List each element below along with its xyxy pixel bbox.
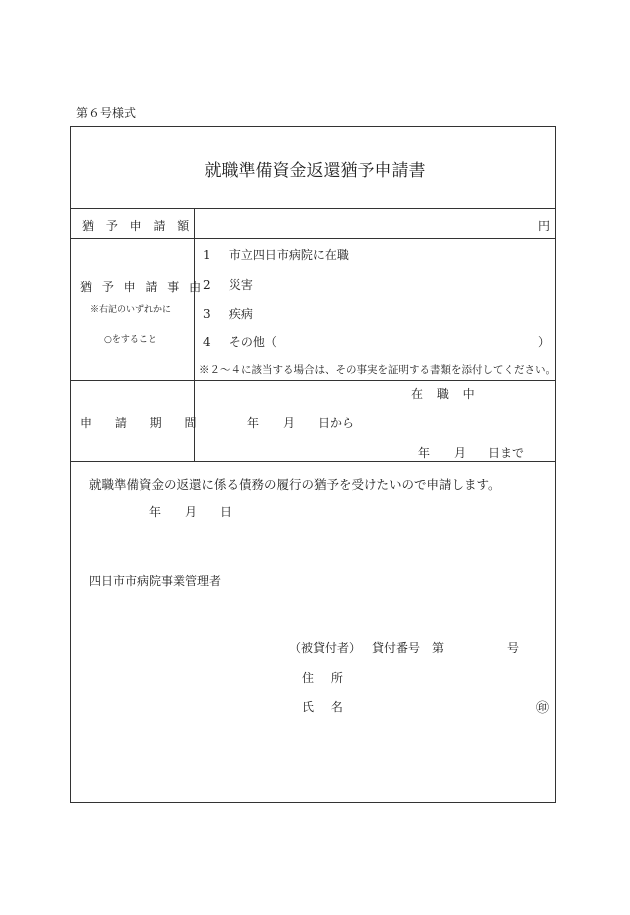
loan-number-suffix: 号 — [507, 641, 520, 655]
reason-option-1[interactable] — [203, 246, 349, 263]
period-from-year: 年 — [247, 416, 260, 430]
reason-label — [77, 278, 204, 295]
amount-label-char: 額 — [177, 219, 190, 233]
period-from-month: 月 — [283, 416, 296, 430]
amount-unit: 円 — [538, 219, 551, 233]
loan-number-input[interactable] — [446, 637, 504, 655]
form-number: 第６号様式 — [76, 106, 137, 120]
option-number: 4 — [203, 335, 211, 349]
name-label — [302, 698, 343, 715]
address-label-char: 住 — [302, 671, 315, 685]
reason-label-char: 予 — [101, 280, 114, 294]
addressee: 四日市市病院事業管理者 — [89, 574, 222, 588]
amount-label-char: 猶 — [81, 219, 94, 233]
application-statement: 就職準備資金の返還に係る債務の履行の猶予を受けたいので申請します。 — [89, 477, 501, 492]
applicant-label: （被貸付者） — [289, 641, 362, 655]
row-divider-reason — [70, 380, 556, 381]
address-label — [302, 669, 343, 686]
period-to-year: 年 — [418, 446, 431, 460]
amount-label — [78, 217, 193, 234]
period-to-day: 日まで — [488, 446, 525, 460]
application-date-day: 日 — [220, 505, 233, 519]
option-text: その他（ — [228, 335, 277, 349]
reason-label-char: 由 — [189, 280, 202, 294]
reason-footnote: ※２～４に該当する場合は、その事実を証明する書類を添付してください。 — [199, 364, 556, 376]
other-reason-input[interactable] — [286, 332, 536, 350]
amount-label-char: 予 — [105, 219, 118, 233]
row-divider-title — [70, 208, 556, 209]
period-status — [411, 385, 477, 402]
period-from-day: 日から — [318, 416, 355, 430]
period-label-char: 間 — [184, 416, 197, 430]
loan-number-prefix: 第 — [432, 641, 445, 655]
name-label-char: 名 — [330, 700, 343, 714]
period-label-char: 申 — [80, 416, 93, 430]
name-input[interactable] — [345, 696, 530, 714]
option-text: 疾病 — [228, 307, 253, 321]
name-label-char: 氏 — [302, 700, 315, 714]
option-number: 1 — [203, 248, 211, 262]
option-text: 市立四日市病院に在職 — [228, 248, 349, 262]
reason-option-4[interactable] — [203, 333, 277, 350]
application-date-month: 月 — [185, 505, 198, 519]
option-number: 2 — [203, 278, 211, 292]
period-label — [80, 414, 198, 431]
reason-option-3[interactable] — [203, 305, 253, 322]
reason-label-char: 猶 — [79, 280, 92, 294]
amount-label-char: 申 — [129, 219, 142, 233]
application-date-year: 年 — [149, 505, 162, 519]
period-label-char: 期 — [149, 416, 162, 430]
other-close-paren: ） — [538, 335, 551, 349]
status-char: 中 — [462, 387, 475, 401]
period-label-char: 請 — [114, 416, 127, 430]
row-divider-amount — [70, 238, 556, 239]
period-to-month: 月 — [454, 446, 467, 460]
reason-label-char: 申 — [123, 280, 136, 294]
status-char: 在 — [411, 387, 424, 401]
row-divider-period — [70, 461, 556, 462]
status-char: 職 — [436, 387, 449, 401]
reason-note-line1: ※右記のいずれかに — [90, 305, 172, 315]
reason-label-char: 事 — [167, 280, 180, 294]
loan-number-label: 貸付番号 — [372, 641, 421, 655]
reason-option-2[interactable] — [203, 276, 253, 293]
amount-input-area[interactable] — [202, 216, 502, 234]
option-text: 災害 — [228, 278, 253, 292]
document-title: 就職準備資金返還猶予申請書 — [204, 161, 426, 181]
seal-mark: ㊞ — [536, 701, 550, 716]
amount-label-char: 請 — [153, 219, 166, 233]
address-input[interactable] — [345, 667, 545, 685]
option-number: 3 — [203, 307, 211, 321]
address-label-char: 所 — [330, 671, 343, 685]
reason-label-char: 請 — [145, 280, 158, 294]
reason-note-line2: ○をすること — [104, 335, 157, 345]
